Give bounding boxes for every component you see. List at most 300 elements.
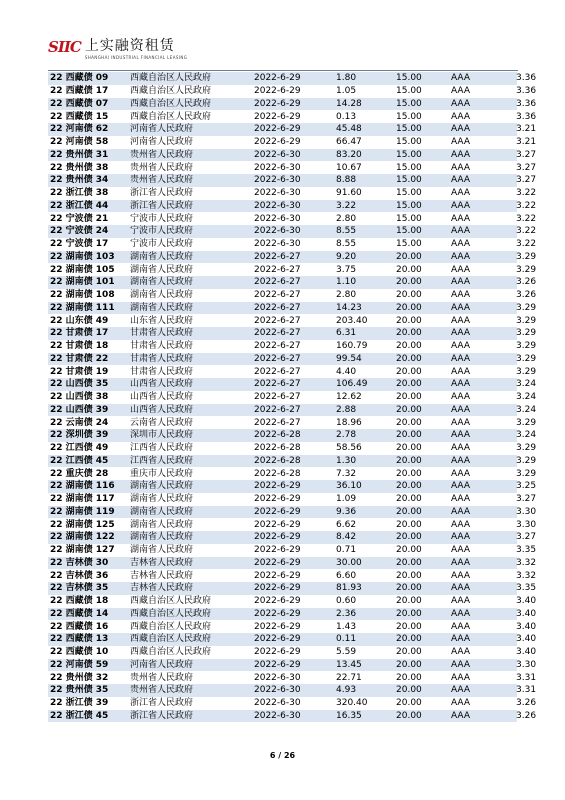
issuer-cell: 贵州省人民政府 xyxy=(130,672,194,683)
rating-cell: AAA xyxy=(449,608,514,621)
coupon-rate-cell: 3.22 xyxy=(516,239,537,250)
table-row xyxy=(48,378,517,391)
issue-amount-cell: 6.60 xyxy=(336,570,357,581)
table-row xyxy=(48,608,517,621)
issue-date-cell: 2022-6-27 xyxy=(254,366,301,377)
rating-cell: AAA xyxy=(451,570,470,581)
bond-name-cell: 22 湖南债 117 xyxy=(50,494,115,505)
issue-date-cell: 2022-6-27 xyxy=(252,353,334,366)
issuer-cell: 西藏自治区人民政府 xyxy=(130,647,212,658)
issue-amount-cell: 4.93 xyxy=(334,684,394,697)
issuer-cell: 河南省人民政府 xyxy=(128,123,252,136)
term-years-cell: 20.00 xyxy=(394,506,449,519)
term-years-cell: 20.00 xyxy=(396,315,422,326)
term-years-cell: 20.00 xyxy=(394,480,449,493)
issue-date-cell: 2022-6-29 xyxy=(254,494,301,505)
table-row xyxy=(48,633,517,646)
coupon-rate-cell: 3.29 xyxy=(516,341,537,352)
issue-date-cell: 2022-6-29 xyxy=(254,545,301,556)
table-row xyxy=(48,263,517,276)
coupon-rate-cell: 3.31 xyxy=(516,685,537,696)
rating-cell: AAA xyxy=(449,506,514,519)
issue-amount-cell: 4.40 xyxy=(336,366,357,377)
issue-date-cell: 2022-6-27 xyxy=(252,251,334,264)
coupon-rate-cell: 3.26 xyxy=(516,277,537,288)
issuer-cell: 西藏自治区人民政府 xyxy=(128,608,252,621)
page-number: 6 / 26 xyxy=(269,751,296,760)
term-years-cell: 15.00 xyxy=(394,123,449,136)
issuer-cell: 山东省人民政府 xyxy=(130,315,194,326)
issuer-cell: 湖南省人民政府 xyxy=(128,531,252,544)
issue-date-cell: 2022-6-30 xyxy=(254,672,301,683)
table-row xyxy=(48,646,517,659)
issue-amount-cell: 2.36 xyxy=(334,608,394,621)
header-divider xyxy=(48,70,518,71)
term-years-cell: 15.00 xyxy=(394,174,449,187)
table-row xyxy=(48,123,517,136)
logo-text xyxy=(85,38,187,61)
issue-amount-cell: 14.28 xyxy=(334,98,394,111)
issuer-cell: 甘肃省人民政府 xyxy=(130,341,194,352)
issuer-cell: 贵州省人民政府 xyxy=(130,162,194,173)
rating-cell: AAA xyxy=(449,480,514,493)
coupon-rate-cell: 3.35 xyxy=(516,583,537,594)
issue-amount-cell: 6.31 xyxy=(334,327,394,340)
issue-date-cell: 2022-6-30 xyxy=(252,200,334,213)
coupon-rate-cell: 3.27 xyxy=(516,532,537,543)
logo-chinese-name: 上实融资租赁 xyxy=(84,38,175,54)
table-row xyxy=(48,85,517,98)
rating-cell: AAA xyxy=(449,98,514,111)
issue-date-cell: 2022-6-30 xyxy=(254,239,301,250)
coupon-rate-cell: 3.29 xyxy=(516,264,537,275)
bond-name-cell: 22 河南债 59 xyxy=(48,659,128,672)
bond-name-cell: 22 湖南债 116 xyxy=(48,480,128,493)
coupon-rate-cell: 3.29 xyxy=(516,468,537,479)
issuer-cell: 深圳市人民政府 xyxy=(128,429,252,442)
term-years-cell: 20.00 xyxy=(394,684,449,697)
term-years-cell: 15.00 xyxy=(396,137,422,148)
issue-date-cell: 2022-6-29 xyxy=(252,582,334,595)
rating-cell: AAA xyxy=(451,519,470,530)
logo-mark: SIIC xyxy=(48,38,81,56)
issuer-cell: 西藏自治区人民政府 xyxy=(128,98,252,111)
issue-amount-cell: 160.79 xyxy=(336,341,368,352)
issue-amount-cell: 13.45 xyxy=(334,659,394,672)
issuer-cell: 西藏自治区人民政府 xyxy=(128,72,252,85)
coupon-rate-cell: 3.36 xyxy=(516,111,537,122)
issue-date-cell: 2022-6-29 xyxy=(254,647,301,658)
issue-amount-cell: 30.00 xyxy=(334,557,394,570)
coupon-rate-cell: 3.35 xyxy=(516,545,537,556)
issue-date-cell: 2022-6-28 xyxy=(252,429,334,442)
issue-date-cell: 2022-6-29 xyxy=(252,608,334,621)
rating-cell: AAA xyxy=(449,378,514,391)
table-row xyxy=(48,659,517,672)
issuer-cell: 河南省人民政府 xyxy=(130,137,194,148)
issue-date-cell: 2022-6-30 xyxy=(252,225,334,238)
issue-amount-cell: 1.10 xyxy=(334,276,394,289)
issue-date-cell: 2022-6-27 xyxy=(254,315,301,326)
bond-name-cell: 22 湖南债 122 xyxy=(48,531,128,544)
term-years-cell: 20.00 xyxy=(396,264,422,275)
coupon-rate-cell: 3.36 xyxy=(516,86,537,97)
bond-name-cell: 22 宁波债 24 xyxy=(48,225,128,238)
bond-name-cell: 22 甘肃债 22 xyxy=(48,353,128,366)
issue-date-cell: 2022-6-29 xyxy=(254,519,301,530)
bond-name-cell: 22 西藏债 10 xyxy=(50,647,109,658)
coupon-rate-cell: 3.36 xyxy=(516,98,537,109)
term-years-cell: 15.00 xyxy=(394,149,449,162)
issue-amount-cell: 66.47 xyxy=(336,137,362,148)
table-row xyxy=(48,442,517,455)
coupon-rate-cell: 3.27 xyxy=(516,162,537,173)
table-row xyxy=(48,671,517,684)
issue-amount-cell: 36.10 xyxy=(334,480,394,493)
bond-name-cell: 22 甘肃债 18 xyxy=(50,341,109,352)
issue-amount-cell: 91.60 xyxy=(336,188,362,199)
bond-name-cell: 22 西藏债 09 xyxy=(48,72,128,85)
table-row xyxy=(48,404,517,417)
term-years-cell: 20.00 xyxy=(394,276,449,289)
issuer-cell: 宁波市人民政府 xyxy=(128,225,252,238)
issuer-cell: 浙江省人民政府 xyxy=(128,200,252,213)
company-logo xyxy=(48,38,187,61)
table-row xyxy=(48,365,517,378)
term-years-cell: 20.00 xyxy=(396,494,422,505)
term-years-cell: 20.00 xyxy=(394,327,449,340)
issue-amount-cell: 1.43 xyxy=(336,621,357,632)
rating-cell: AAA xyxy=(451,494,470,505)
issuer-cell: 贵州省人民政府 xyxy=(128,149,252,162)
issuer-cell: 山西省人民政府 xyxy=(128,378,252,391)
issue-date-cell: 2022-6-28 xyxy=(254,468,301,479)
issue-amount-cell: 99.54 xyxy=(334,353,394,366)
issue-date-cell: 2022-6-29 xyxy=(254,86,301,97)
rating-cell: AAA xyxy=(451,545,470,556)
issue-date-cell: 2022-6-28 xyxy=(254,443,301,454)
term-years-cell: 15.00 xyxy=(396,213,422,224)
coupon-rate-cell: 3.21 xyxy=(516,124,537,135)
issue-date-cell: 2022-6-29 xyxy=(252,480,334,493)
rating-cell: AAA xyxy=(451,188,470,199)
rating-cell: AAA xyxy=(451,672,470,683)
term-years-cell: 20.00 xyxy=(396,545,422,556)
coupon-rate-cell: 3.29 xyxy=(516,251,537,262)
issue-date-cell: 2022-6-30 xyxy=(254,213,301,224)
bond-name-cell: 22 深圳债 39 xyxy=(48,429,128,442)
coupon-rate-cell: 3.31 xyxy=(516,672,537,683)
issue-amount-cell: 14.23 xyxy=(334,302,394,315)
rating-cell: AAA xyxy=(449,200,514,213)
coupon-rate-cell: 3.22 xyxy=(516,188,537,199)
bond-name-cell: 22 湖南债 119 xyxy=(48,506,128,519)
table-row xyxy=(48,391,517,404)
table-row xyxy=(48,353,517,366)
issue-date-cell: 2022-6-27 xyxy=(254,392,301,403)
bond-name-cell: 22 吉林债 35 xyxy=(48,582,128,595)
issuer-cell: 贵州省人民政府 xyxy=(128,174,252,187)
issue-amount-cell: 10.67 xyxy=(336,162,362,173)
issue-date-cell: 2022-6-27 xyxy=(252,327,334,340)
issuer-cell: 河南省人民政府 xyxy=(128,659,252,672)
issuer-cell: 重庆市人民政府 xyxy=(130,468,194,479)
coupon-rate-cell: 3.27 xyxy=(516,149,537,160)
coupon-rate-cell: 3.29 xyxy=(516,366,537,377)
issuer-cell: 湖南省人民政府 xyxy=(130,264,194,275)
issue-amount-cell: 320.40 xyxy=(336,698,368,709)
issuer-cell: 甘肃省人民政府 xyxy=(128,327,252,340)
issue-amount-cell: 8.55 xyxy=(336,239,357,250)
issue-date-cell: 2022-6-29 xyxy=(252,633,334,646)
issuer-cell: 浙江省人民政府 xyxy=(130,188,194,199)
bond-name-cell: 22 河南债 62 xyxy=(48,123,128,136)
table-row xyxy=(48,697,517,710)
issue-amount-cell: 0.13 xyxy=(336,111,357,122)
bond-name-cell: 22 山西债 39 xyxy=(48,404,128,417)
table-row xyxy=(48,200,517,213)
bond-name-cell: 22 湖南债 103 xyxy=(48,251,128,264)
issuer-cell: 云南省人民政府 xyxy=(130,417,194,428)
rating-cell: AAA xyxy=(449,455,514,468)
table-row xyxy=(48,467,517,480)
bond-name-cell: 22 宁波债 17 xyxy=(50,239,109,250)
issue-date-cell: 2022-6-29 xyxy=(252,659,334,672)
issuer-cell: 西藏自治区人民政府 xyxy=(128,633,252,646)
issue-amount-cell: 16.35 xyxy=(334,710,394,723)
coupon-rate-cell: 3.24 xyxy=(516,404,537,415)
bond-name-cell: 22 西藏债 17 xyxy=(50,86,109,97)
issue-date-cell: 2022-6-30 xyxy=(254,162,301,173)
issuer-cell: 山西省人民政府 xyxy=(128,404,252,417)
table-row xyxy=(48,251,517,264)
table-row xyxy=(48,302,517,315)
coupon-rate-cell: 3.40 xyxy=(516,596,537,607)
rating-cell: AAA xyxy=(451,417,470,428)
issue-date-cell: 2022-6-29 xyxy=(252,123,334,136)
issuer-cell: 西藏自治区人民政府 xyxy=(130,596,212,607)
table-row xyxy=(48,174,517,187)
table-row xyxy=(48,595,517,608)
table-row xyxy=(48,620,517,633)
bond-name-cell: 22 吉林债 36 xyxy=(50,570,109,581)
issue-amount-cell: 8.88 xyxy=(334,174,394,187)
issue-amount-cell: 0.71 xyxy=(336,545,357,556)
issuer-cell: 湖南省人民政府 xyxy=(128,251,252,264)
issue-date-cell: 2022-6-29 xyxy=(254,111,301,122)
issue-date-cell: 2022-6-30 xyxy=(252,710,334,723)
table-row xyxy=(48,531,517,544)
table-row xyxy=(48,710,517,723)
issuer-cell: 江西省人民政府 xyxy=(128,455,252,468)
coupon-rate-cell: 3.22 xyxy=(516,213,537,224)
issuer-cell: 湖南省人民政府 xyxy=(128,506,252,519)
issue-date-cell: 2022-6-27 xyxy=(254,417,301,428)
bond-name-cell: 22 西藏债 14 xyxy=(48,608,128,621)
term-years-cell: 20.00 xyxy=(396,290,422,301)
bond-table-body xyxy=(48,72,537,722)
table-row xyxy=(48,136,517,149)
rating-cell: AAA xyxy=(449,276,514,289)
bond-name-cell: 22 山西债 35 xyxy=(48,378,128,391)
rating-cell: AAA xyxy=(449,659,514,672)
table-row xyxy=(48,429,517,442)
term-years-cell: 15.00 xyxy=(396,111,422,122)
coupon-rate-cell: 3.32 xyxy=(516,570,537,581)
term-years-cell: 20.00 xyxy=(394,353,449,366)
issuer-cell: 吉林省人民政府 xyxy=(128,557,252,570)
term-years-cell: 20.00 xyxy=(396,672,422,683)
rating-cell: AAA xyxy=(449,174,514,187)
issuer-cell: 西藏自治区人民政府 xyxy=(130,86,212,97)
table-row xyxy=(48,506,517,519)
coupon-rate-cell: 3.22 xyxy=(516,200,537,211)
bond-name-cell: 22 浙江债 38 xyxy=(50,188,109,199)
rating-cell: AAA xyxy=(449,404,514,417)
table-row xyxy=(48,340,517,353)
bond-name-cell: 22 浙江债 39 xyxy=(50,698,109,709)
issue-date-cell: 2022-6-29 xyxy=(252,72,334,85)
table-row xyxy=(48,557,517,570)
rating-cell: AAA xyxy=(451,290,470,301)
coupon-rate-cell: 3.29 xyxy=(516,315,537,326)
rating-cell: AAA xyxy=(449,149,514,162)
term-years-cell: 20.00 xyxy=(394,302,449,315)
issue-date-cell: 2022-6-27 xyxy=(254,341,301,352)
issuer-cell: 湖南省人民政府 xyxy=(130,519,194,530)
bond-name-cell: 22 西藏债 16 xyxy=(50,621,109,632)
term-years-cell: 20.00 xyxy=(396,366,422,377)
table-row xyxy=(48,327,517,340)
table-row xyxy=(48,544,517,557)
coupon-rate-cell: 3.24 xyxy=(516,392,537,403)
rating-cell: AAA xyxy=(449,557,514,570)
term-years-cell: 15.00 xyxy=(396,162,422,173)
rating-cell: AAA xyxy=(449,302,514,315)
rating-cell: AAA xyxy=(451,621,470,632)
rating-cell: AAA xyxy=(449,251,514,264)
coupon-rate-cell: 3.24 xyxy=(516,430,537,441)
rating-cell: AAA xyxy=(449,429,514,442)
issue-amount-cell: 9.20 xyxy=(334,251,394,264)
issue-date-cell: 2022-6-29 xyxy=(252,506,334,519)
rating-cell: AAA xyxy=(451,596,470,607)
issuer-cell: 浙江省人民政府 xyxy=(130,698,194,709)
term-years-cell: 20.00 xyxy=(394,251,449,264)
issue-amount-cell: 8.42 xyxy=(334,531,394,544)
term-years-cell: 20.00 xyxy=(394,659,449,672)
rating-cell: AAA xyxy=(449,327,514,340)
issuer-cell: 宁波市人民政府 xyxy=(130,239,194,250)
issue-date-cell: 2022-6-29 xyxy=(254,570,301,581)
table-row xyxy=(48,569,517,582)
bond-name-cell: 22 湖南债 101 xyxy=(48,276,128,289)
coupon-rate-cell: 3.32 xyxy=(516,557,537,568)
bond-name-cell: 22 贵州债 31 xyxy=(48,149,128,162)
term-years-cell: 20.00 xyxy=(394,429,449,442)
bond-name-cell: 22 贵州债 32 xyxy=(50,672,109,683)
term-years-cell: 15.00 xyxy=(394,98,449,111)
table-row xyxy=(48,684,517,697)
term-years-cell: 20.00 xyxy=(394,710,449,723)
issuer-cell: 湖南省人民政府 xyxy=(128,276,252,289)
table-row xyxy=(48,98,517,111)
rating-cell: AAA xyxy=(451,162,470,173)
issuer-cell: 西藏自治区人民政府 xyxy=(130,111,212,122)
rating-cell: AAA xyxy=(451,86,470,97)
issuer-cell: 湖南省人民政府 xyxy=(130,290,194,301)
bond-name-cell: 22 湖南债 105 xyxy=(50,264,115,275)
bond-name-cell: 22 贵州债 35 xyxy=(48,684,128,697)
issue-amount-cell: 22.71 xyxy=(336,672,362,683)
rating-cell: AAA xyxy=(451,137,470,148)
issuer-cell: 湖南省人民政府 xyxy=(130,545,194,556)
issue-amount-cell: 6.62 xyxy=(336,519,357,530)
issue-amount-cell: 18.96 xyxy=(336,417,362,428)
table-row xyxy=(48,212,517,225)
term-years-cell: 20.00 xyxy=(394,455,449,468)
issue-amount-cell: 2.78 xyxy=(334,429,394,442)
rating-cell: AAA xyxy=(451,392,470,403)
bond-name-cell: 22 江西债 49 xyxy=(50,443,109,454)
term-years-cell: 20.00 xyxy=(396,443,422,454)
issue-date-cell: 2022-6-27 xyxy=(254,264,301,275)
issue-date-cell: 2022-6-27 xyxy=(254,290,301,301)
bond-name-cell: 22 江西债 45 xyxy=(48,455,128,468)
issue-date-cell: 2022-6-27 xyxy=(252,404,334,417)
issue-date-cell: 2022-6-29 xyxy=(254,137,301,148)
bond-name-cell: 22 河南债 58 xyxy=(50,137,109,148)
coupon-rate-cell: 3.26 xyxy=(516,710,537,721)
bond-name-cell: 22 贵州债 34 xyxy=(48,174,128,187)
bond-name-cell: 22 宁波债 21 xyxy=(50,213,109,224)
issue-amount-cell: 3.22 xyxy=(334,200,394,213)
issue-amount-cell: 0.11 xyxy=(334,633,394,646)
table-row xyxy=(48,161,517,174)
table-row xyxy=(48,276,517,289)
coupon-rate-cell: 3.29 xyxy=(516,455,537,466)
issue-amount-cell: 2.80 xyxy=(336,213,357,224)
issue-amount-cell: 58.56 xyxy=(336,443,362,454)
issue-amount-cell: 3.75 xyxy=(336,264,357,275)
coupon-rate-cell: 3.22 xyxy=(516,226,537,237)
table-row xyxy=(48,187,517,200)
term-years-cell: 20.00 xyxy=(396,570,422,581)
bond-name-cell: 22 浙江债 44 xyxy=(48,200,128,213)
issuer-cell: 湖南省人民政府 xyxy=(130,494,194,505)
coupon-rate-cell: 3.40 xyxy=(516,621,537,632)
issuer-cell: 宁波市人民政府 xyxy=(130,213,194,224)
term-years-cell: 20.00 xyxy=(396,519,422,530)
issuer-cell: 湖南省人民政府 xyxy=(128,480,252,493)
term-years-cell: 20.00 xyxy=(396,417,422,428)
issue-date-cell: 2022-6-30 xyxy=(252,174,334,187)
coupon-rate-cell: 3.26 xyxy=(516,290,537,301)
issue-amount-cell: 8.55 xyxy=(334,225,394,238)
coupon-rate-cell: 3.40 xyxy=(516,647,537,658)
rating-cell: AAA xyxy=(451,468,470,479)
issue-amount-cell: 2.80 xyxy=(336,290,357,301)
rating-cell: AAA xyxy=(449,225,514,238)
bond-name-cell: 22 湖南债 111 xyxy=(48,302,128,315)
term-years-cell: 15.00 xyxy=(396,86,422,97)
term-years-cell: 15.00 xyxy=(396,188,422,199)
term-years-cell: 20.00 xyxy=(396,392,422,403)
term-years-cell: 20.00 xyxy=(396,468,422,479)
issue-date-cell: 2022-6-30 xyxy=(252,684,334,697)
issue-date-cell: 2022-6-27 xyxy=(252,302,334,315)
bond-name-cell: 22 云南债 24 xyxy=(50,417,109,428)
